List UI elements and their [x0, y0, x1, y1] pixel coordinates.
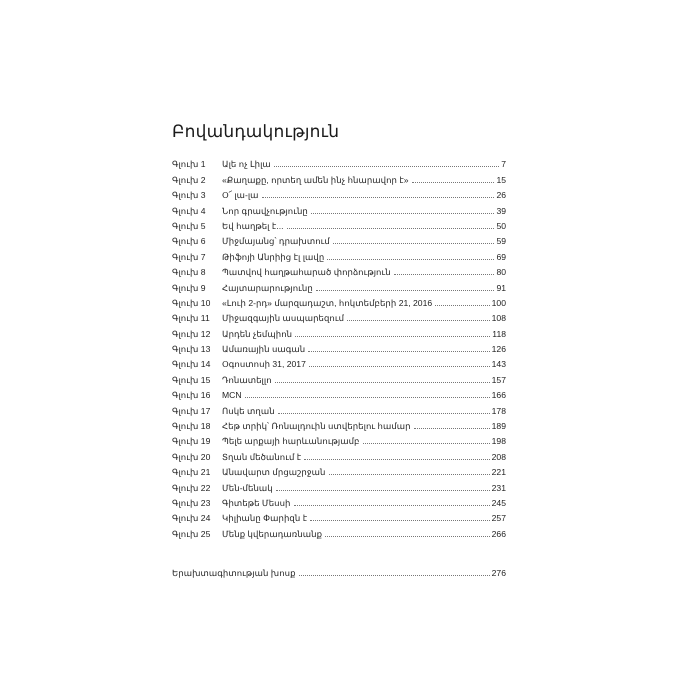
- toc-row: [172, 324, 506, 339]
- toc-leader-dots: [262, 197, 495, 198]
- toc-page-number: 245: [491, 497, 506, 508]
- toc-row: [172, 232, 506, 247]
- toc-leader-dots: [275, 382, 490, 383]
- toc-page-number: 100: [491, 297, 506, 308]
- toc-chapter-label: Գլուխ 1: [172, 159, 206, 170]
- toc-leader-dots: [329, 474, 490, 475]
- toc-chapter-label: Գլուխ 19: [172, 436, 211, 447]
- toc-chapter-name: «Քաղաքը, որտեղ ամեն ինչ հնարավոր է»: [222, 174, 409, 185]
- toc-chapter-label: Գլուխ 24: [172, 513, 211, 524]
- toc-chapter-label: Գլուխ 12: [172, 328, 211, 339]
- toc-row: [172, 432, 506, 447]
- toc-leader-dots: [304, 459, 489, 460]
- toc-chapter-name: Պատվով հաղթահարած փորձություն: [222, 267, 391, 278]
- toc-chapter-name: Թիֆոյի Անրիից էլ լավը: [222, 251, 325, 262]
- toc-row: [172, 217, 506, 232]
- toc-row: [172, 401, 506, 416]
- toc-row: [172, 386, 506, 401]
- toc-chapter-label: Գլուխ 9: [172, 282, 206, 293]
- toc-leader-dots: [311, 213, 495, 214]
- toc-row: [172, 201, 506, 216]
- toc-page-number: 143: [491, 359, 506, 370]
- toc-chapter-label: Գլուխ 16: [172, 390, 211, 401]
- toc-row: [172, 170, 506, 185]
- toc-chapter-name: Օգոստոսի 31, 2017: [222, 359, 306, 370]
- toc-chapter-name: Գիտեթե Մեսսի: [222, 497, 291, 508]
- toc-leader-dots: [325, 536, 490, 537]
- toc-chapter-label: Գլուխ 11: [172, 313, 210, 324]
- toc-chapter-label: Գլուխ 14: [172, 359, 211, 370]
- toc-page-number: 91: [496, 282, 506, 293]
- toc-leader-dots: [294, 505, 490, 506]
- toc-chapter-name: Մեն-մենակ: [222, 482, 273, 493]
- toc-page-number: 126: [491, 344, 506, 355]
- toc-chapter-name: Մենք կվերադառնանք: [222, 528, 323, 539]
- toc-page-number: 118: [492, 328, 506, 339]
- toc-page-number: 69: [496, 251, 506, 262]
- toc-leader-dots: [363, 443, 490, 444]
- toc-chapter-name: Ամառային սագան: [222, 344, 306, 355]
- toc-chapter-label: Գլուխ 13: [172, 344, 211, 355]
- toc-chapter-label: Գլուխ 7: [172, 251, 206, 262]
- toc-row: [172, 524, 506, 539]
- toc-page-number: 189: [491, 421, 506, 432]
- toc-page-number: 7: [501, 159, 506, 170]
- toc-chapter-name: Միջազգային ասպարեզում: [222, 313, 345, 324]
- toc-row: [172, 463, 506, 478]
- toc-chapter-label: Գլուխ 3: [172, 190, 206, 201]
- toc-chapter-label: Գլուխ 8: [172, 267, 206, 278]
- toc-page-number: 59: [496, 236, 506, 247]
- toc-row: [172, 340, 506, 355]
- toc-chapter-label: Գլուխ 6: [172, 236, 206, 247]
- toc-row: [172, 186, 506, 201]
- toc-chapter-name: MCN: [222, 390, 242, 401]
- toc-chapter-name: «Լուի 2-րդ» մարզադաշտ, հոկտեմբերի 21, 2016: [222, 297, 433, 308]
- toc-row: [172, 509, 506, 524]
- toc-leader-dots: [435, 305, 490, 306]
- toc-page-number: 208: [491, 451, 506, 462]
- toc-page-number: 178: [491, 405, 506, 416]
- toc-row: [172, 294, 506, 309]
- toc-page-number: 166: [491, 390, 506, 401]
- toc-chapter-name: Ոսկե տղան: [222, 405, 275, 416]
- toc-row: [172, 263, 506, 278]
- toc-row: [172, 155, 506, 170]
- toc-page-number: 231: [491, 482, 506, 493]
- toc-chapter-name: Միջմայանց՝ դրախտում: [222, 236, 330, 247]
- toc-leader-dots: [316, 290, 495, 291]
- toc-row: [172, 247, 506, 262]
- toc-row: [172, 478, 506, 493]
- toc-page-number: 39: [496, 205, 506, 216]
- toc-leader-dots: [295, 336, 490, 337]
- toc-chapter-name: Կիլիանը Փարիզն է: [222, 513, 308, 524]
- toc-leader-dots: [308, 351, 489, 352]
- toc-appendix-name: Երախտագիտության խոսք: [172, 568, 296, 579]
- toc-chapter-name: Անավարտ մրցաշրջան: [222, 467, 326, 478]
- toc-row: [172, 309, 506, 324]
- toc-chapter-name: Նոր գրավչությունը: [222, 205, 308, 216]
- toc-chapter-label: Գլուխ 18: [172, 421, 211, 432]
- toc-leader-dots: [276, 490, 490, 491]
- toc-leader-dots: [412, 182, 495, 183]
- toc-chapter-name: Պելե արքայի հարևանությամբ: [222, 436, 360, 447]
- toc-chapter-name: Եվ հաղթել է...: [222, 220, 284, 231]
- toc-chapter-name: Արդեն չեմպիոն: [222, 328, 293, 339]
- toc-chapter-label: Գլուխ 10: [172, 297, 211, 308]
- toc-leader-dots: [245, 397, 490, 398]
- toc-chapter-name: Հեթ տրիկ՝ Ռոնալդուին ստվերելու համար: [222, 421, 411, 432]
- toc-page-number: 50: [496, 220, 506, 231]
- toc-row: [172, 417, 506, 432]
- toc-page-number: 157: [491, 374, 506, 385]
- toc-page-number: 108: [491, 313, 506, 324]
- toc-page-number: 257: [491, 513, 506, 524]
- toc-leader-dots: [274, 166, 499, 167]
- toc-page-number: 266: [491, 528, 506, 539]
- toc-leader-dots: [327, 259, 494, 260]
- toc-chapter-label: Գլուխ 15: [172, 374, 211, 385]
- toc-row: [172, 447, 506, 462]
- toc-chapter-label: Գլուխ 5: [172, 220, 206, 231]
- toc-chapter-name: Տղան մեծանում է: [222, 451, 302, 462]
- toc-chapter-label: Գլուխ 22: [172, 482, 211, 493]
- toc-chapter-label: Գլուխ 25: [172, 528, 211, 539]
- toc-chapter-label: Գլուխ 21: [172, 467, 211, 478]
- toc-chapter-label: Գլուխ 4: [172, 205, 206, 216]
- toc-row: [172, 278, 506, 293]
- toc-leader-dots: [347, 320, 490, 321]
- toc-row: [172, 370, 506, 385]
- toc-leader-dots: [287, 228, 495, 229]
- toc-row: [172, 355, 506, 370]
- toc-leader-dots: [333, 243, 495, 244]
- toc-page-number: 26: [496, 190, 506, 201]
- toc-chapter-name: Հայտարարությունը: [222, 282, 313, 293]
- toc-chapter-name: Օ՜ լա-լա: [222, 190, 259, 201]
- toc-chapter-name: Ալե ոչ Լիլա: [222, 159, 271, 170]
- toc-chapter-label: Գլուխ 2: [172, 174, 206, 185]
- toc-page-number: 198: [491, 436, 506, 447]
- toc-title: Բովանդակություն: [172, 122, 340, 141]
- toc-chapter-label: Գլուխ 23: [172, 497, 211, 508]
- toc-chapter-list: [172, 155, 506, 540]
- toc-chapter-label: Գլուխ 17: [172, 405, 211, 416]
- toc-chapter-name: Դոնատելլո: [222, 374, 272, 385]
- toc-appendix-page: 276: [491, 568, 506, 579]
- toc-leader-dots: [310, 520, 490, 521]
- toc-page-number: 15: [496, 174, 506, 185]
- toc-leader-dots: [414, 428, 490, 429]
- toc-leader-dots: [278, 413, 490, 414]
- toc-chapter-label: Գլուխ 20: [172, 451, 211, 462]
- toc-page-number: 80: [496, 267, 506, 278]
- toc-appendix-row: [172, 564, 506, 579]
- toc-leader-dots: [299, 575, 490, 576]
- toc-leader-dots: [394, 274, 495, 275]
- toc-leader-dots: [309, 366, 490, 367]
- toc-row: [172, 494, 506, 509]
- toc-page-number: 221: [491, 467, 506, 478]
